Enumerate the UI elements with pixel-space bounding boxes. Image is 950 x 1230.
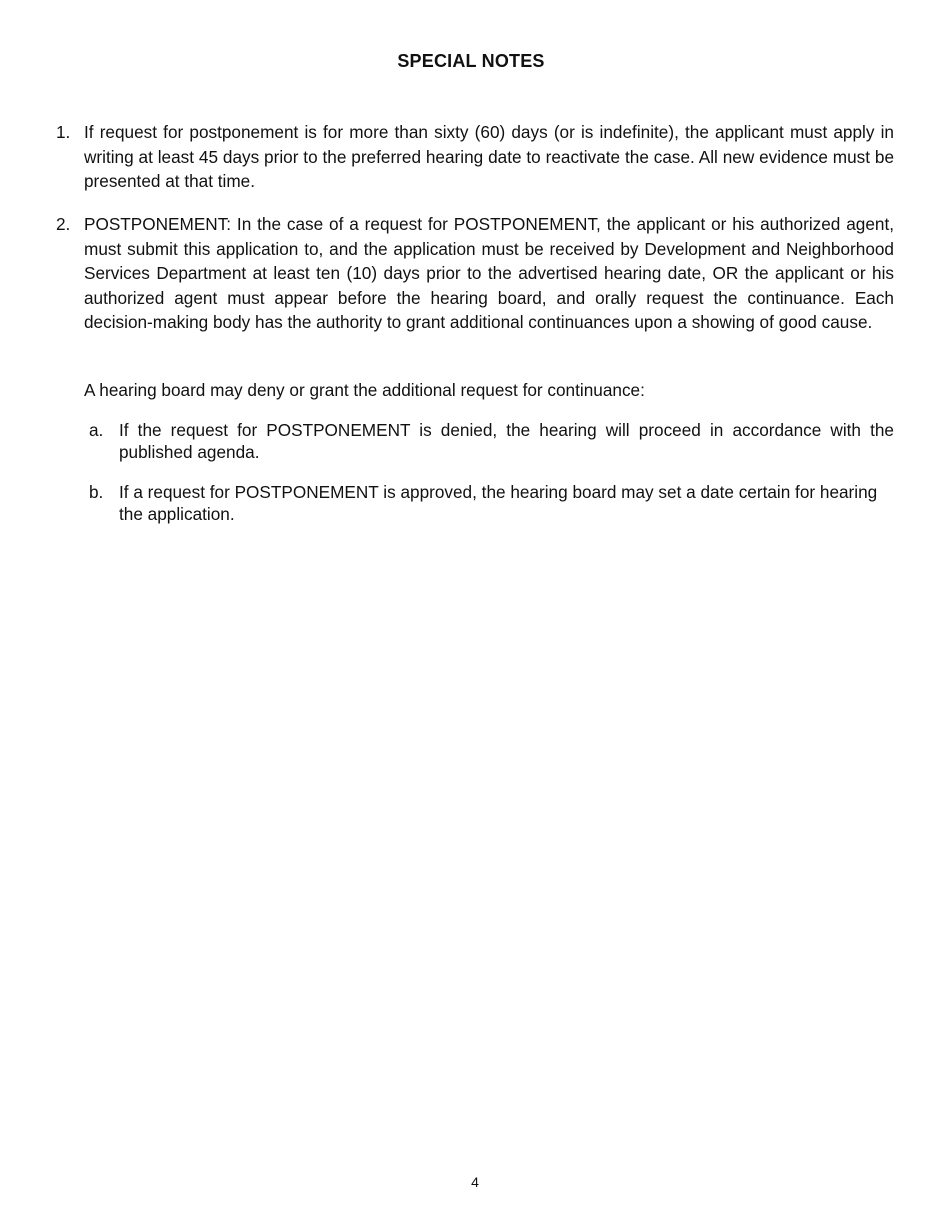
sub-item-a-letter: a. (89, 420, 104, 440)
sub-item-b-text: If a request for POSTPONEMENT is approved, the hearing board may set a date certain for hearing the application. (119, 482, 878, 524)
sub-item-b-letter: b. (89, 482, 104, 502)
note-item-1-number: 1. (56, 122, 71, 142)
sub-item-b (89, 482, 894, 525)
note-item-2-text: POSTPONEMENT: In the case of a request for POSTPONEMENT, the applicant or his authorized agent, must submit this application to, and the application must be received by Development and Neighborhood Services Department at least ten (10) days prior to the advertised hearing date, OR the applicant or his authorized agent must appear before the hearing board, and orally request the continuance. Each decision-making body has the authority to grant additional continuances upon a showing of good cause. (84, 214, 894, 332)
note-item-2-number: 2. (56, 214, 71, 234)
page-title: SPECIAL NOTES (397, 51, 545, 71)
sub-item-a (89, 420, 894, 463)
note-item-1-text: If request for postponement is for more than sixty (60) days (or is indefinite), the applicant must apply in writing at least 45 days prior to the preferred hearing date to reactivate the case. All new evidence must be presented at that time. (84, 122, 894, 191)
continuance-intro: A hearing board may deny or grant the additional request for continuance: (84, 380, 645, 400)
page-number: 4 (471, 1174, 479, 1190)
note-item-1 (56, 120, 894, 194)
sub-item-a-text: If the request for POSTPONEMENT is denied, the hearing will proceed in accordance with the published agenda. (119, 420, 894, 462)
note-item-2 (56, 212, 894, 335)
